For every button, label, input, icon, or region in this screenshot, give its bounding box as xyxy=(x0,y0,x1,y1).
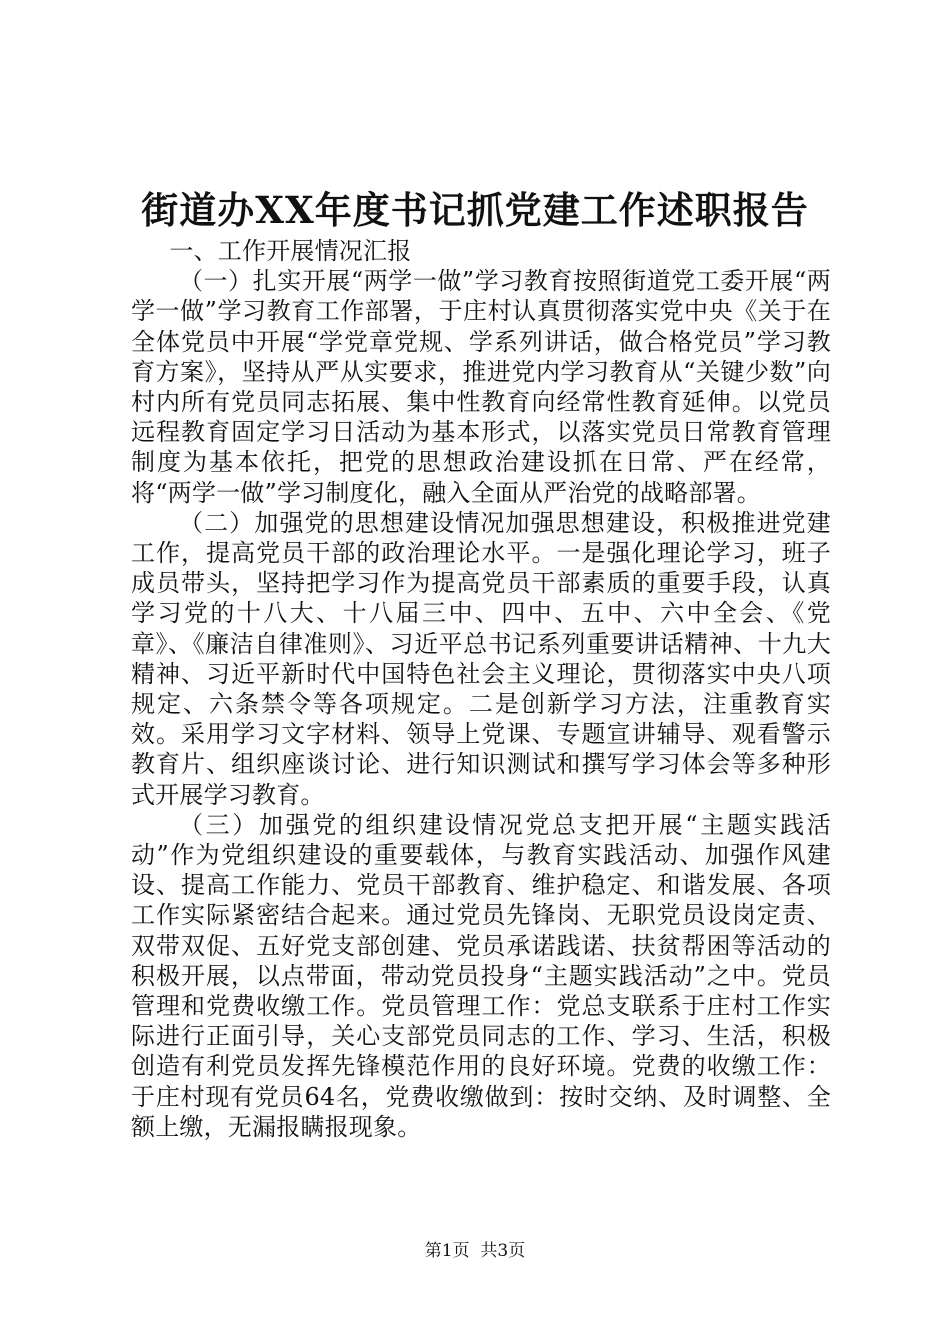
page-footer xyxy=(0,1240,950,1262)
footer-separator xyxy=(470,1241,481,1261)
page-number-current: 第1页 xyxy=(424,1241,470,1261)
paragraph-ideological-building: （二）加强党的思想建设情况加强思想建设，积极推进党建工作，提高党员干部的政治理论水平。一是强化理论学习，班子成员带头，坚持把学习作为提高党员干部素质的重要手段，认真学习党的十八大、十八届三中、四中、五中、六中全会、《党章》、《廉洁自律准则》、习近平总书记系列重要讲话精神、十九大精神、习近平新时代中国特色社会主义理论，贯彻落实中央八项规定、六条禁令等各项规定。二是创新学习方法，注重教育实效。采用学习文字材料、领导上党课、专题宣讲辅导、观看警示教育片、组织座谈讨论、进行知识测试和撰写学习体会等多种形式开展学习教育。 xyxy=(131,508,831,809)
document-body xyxy=(131,236,831,1142)
page-number-total: 共3页 xyxy=(480,1241,526,1261)
document-title: 街道办XX年度书记抓党建工作述职报告 xyxy=(141,188,809,232)
section-heading: 一、工作开展情况汇报 xyxy=(169,237,412,265)
paragraph-study-education: （一）扎实开展“两学一做”学习教育按照街道党工委开展“两学一做”学习教育工作部署，于庄村认真贯彻落实党中央《关于在全体党员中开展“学党章党规、学系列讲话，做合格党员”学习教育方案》，坚持从严从实要求，推进党内学习教育从“关键少数”向村内所有党员同志拓展、集中性教育向经常性教育延伸。以党员远程教育固定学习日活动为基本形式，以落实党员日常教育管理制度为基本依托，把党的思想政治建设抓在日常、严在经常，将“两学一做”学习制度化，融入全面从严治党的战略部署。 xyxy=(131,267,831,507)
paragraph-organizational-building: （三）加强党的组织建设情况党总支把开展“主题实践活动”作为党组织建设的重要载体，与教育实践活动、加强作风建设、提高工作能力、党员干部教育、维护稳定、和谐发展、各项工作实际紧密结合起来。通过党员先锋岗、无职党员设岗定责、双带双促、五好党支部创建、党员承诺践诺、扶贫帮困等活动的积极开展，以点带面，带动党员投身“主题实践活动”之中。党员管理和党费收缴工作。党员管理工作：党总支联系于庄村工作实际进行正面引导，关心支部党员同志的工作、学习、生活，积极创造有利党员发挥先锋模范作用的良好环境。党费的收缴工作：于庄村现有党员64名，党费收缴做到：按时交纳、及时调整、全额上缴，无漏报瞒报现象。 xyxy=(131,810,831,1141)
